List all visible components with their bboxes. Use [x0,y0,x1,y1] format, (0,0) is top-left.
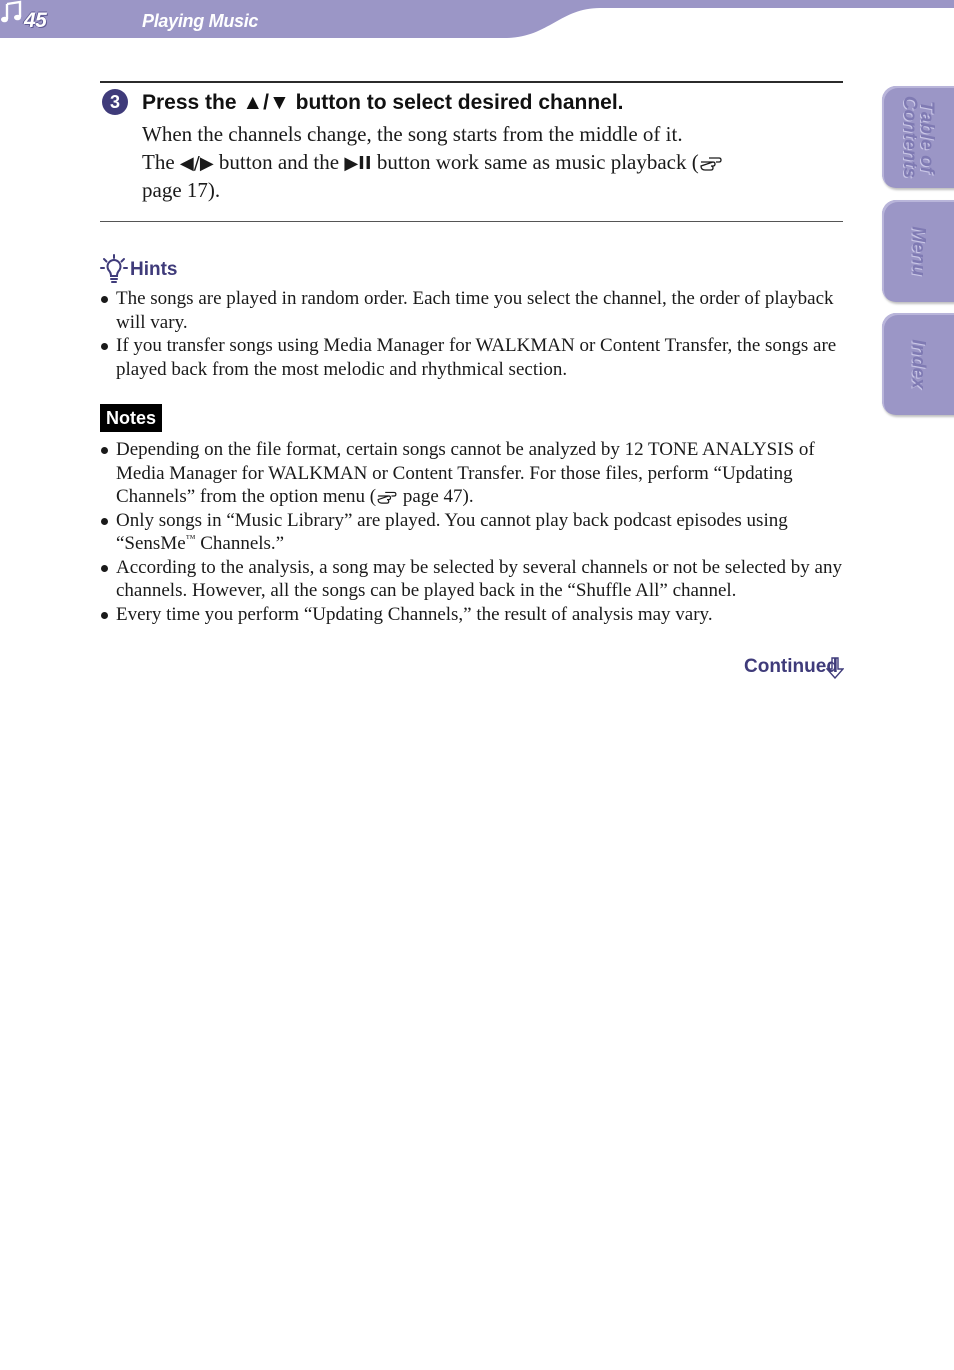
trademark-symbol: ™ [185,533,196,545]
play-pause-symbol: ▶II [344,152,372,174]
step-line-3: page 17). [142,178,221,202]
tab-table-of-contents-label: Table of Contents [899,95,937,179]
step-description [142,121,822,205]
list-item: Every time you perform “Updating Channels,” the result of analysis may vary. [100,603,845,627]
page-header [0,0,954,40]
tab-table-of-contents[interactable] [882,86,954,188]
list-item: According to the analysis, a song may be selected by several channels or not be selected by any channels. However, all the songs can be played back in the “Shuffle All” channel. [100,556,845,603]
down-arrow-icon [826,657,844,679]
step-heading: Press the ▲/▼ button to select desired channel. [142,91,624,114]
bullet-icon [101,565,108,572]
tab-index-label: Index [907,339,929,389]
pointing-hand-icon [376,488,398,504]
left-right-arrow-symbol: ◀/▶ [179,152,214,174]
bullet-icon [101,343,108,350]
bullet-icon [101,296,108,303]
pointing-hand-icon [699,153,723,171]
notes-label: Notes [100,404,162,432]
step-number-badge: 3 [102,89,128,115]
list-item: If you transfer songs using Media Manager for WALKMAN or Content Transfer, the songs are played back from the most melodic and rhythmical section. [100,334,845,381]
step-bottom-rule [100,221,843,222]
tab-menu-label: Menu [907,226,929,276]
step-line-2: The ◀/▶ button and the ▶II button work same as music playback ( [142,149,822,178]
hints-list [100,287,845,381]
music-note-icon [0,0,24,24]
bullet-icon [101,612,108,619]
hints-heading [100,254,178,284]
tab-menu[interactable] [882,200,954,302]
bullet-icon [101,518,108,525]
step-line-1: When the channels change, the song starts from the middle of it. [142,122,683,146]
list-item: Depending on the file format, certain songs cannot be analyzed by 12 TONE ANALYSIS of Media Manager for WALKMAN or Content Transfer. For those files, perform “Updating Channels” from the option menu ( page 47). [100,438,845,509]
continued-link[interactable]: Continued [744,656,838,677]
page-number: 45 [24,9,47,32]
tab-index[interactable] [882,313,954,415]
list-item: Only songs in “Music Library” are played. You cannot play back podcast episodes using “SensMe™ Channels.” [100,509,845,556]
step-top-rule [100,81,843,83]
hints-label: Hints [130,259,178,280]
section-title: Playing Music [142,11,259,31]
notes-list [100,438,845,626]
list-item: The songs are played in random order. Each time you select the channel, the order of playback will vary. [100,287,845,334]
bullet-icon [101,447,108,454]
lightbulb-icon [100,254,128,284]
up-down-arrow-symbol: ▲/▼ [242,91,290,114]
